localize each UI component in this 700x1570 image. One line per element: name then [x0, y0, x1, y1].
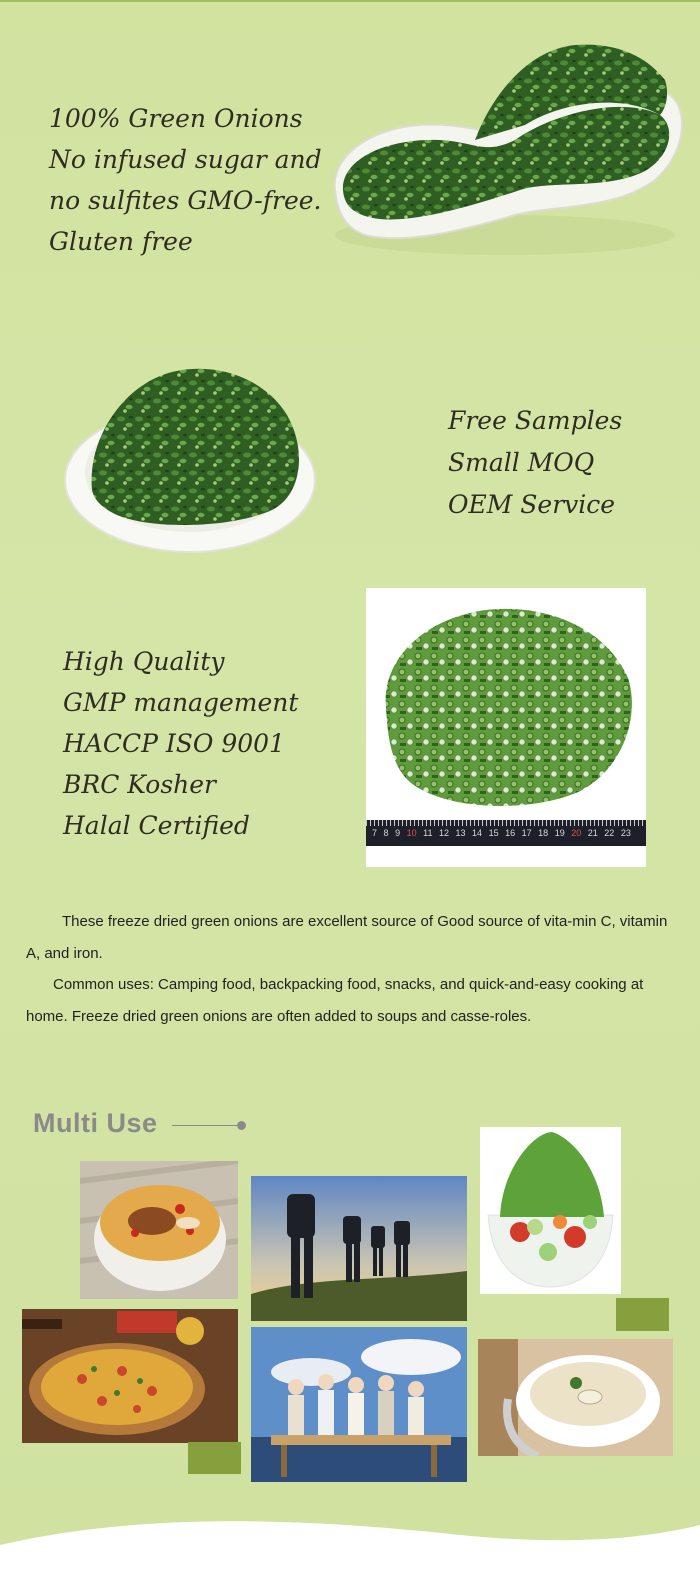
feature-line: High Quality [63, 647, 225, 676]
green-onions-bowl-image [62, 360, 318, 560]
outdoor-dinner-photo [251, 1327, 467, 1482]
feature-line: no sulfites GMO-free. [49, 186, 322, 215]
feature-line: Free Samples [448, 406, 623, 435]
hikers-photo [251, 1176, 467, 1321]
feature-line: No infused sugar and [49, 145, 322, 174]
product-description [26, 906, 674, 1032]
green-onions-spoon-dish-image [325, 40, 690, 262]
feature-line: Gluten free [49, 227, 193, 256]
pizza-photo [22, 1309, 238, 1443]
accent-square [188, 1442, 241, 1474]
feature-text-block-3 [63, 641, 298, 846]
feature-line: GMP management [63, 688, 299, 717]
heading-divider-dot [237, 1121, 246, 1130]
heading-divider-line [172, 1125, 238, 1126]
feature-text-block-1 [49, 98, 322, 262]
feature-line: BRC Kosher [63, 770, 217, 799]
top-border [0, 0, 700, 2]
mushroom-soup-photo [478, 1339, 673, 1456]
feature-line: 100% Green Onions [49, 104, 303, 133]
feature-line: Halal Certified [63, 811, 250, 840]
accent-square [616, 1298, 669, 1331]
bottom-wave-decoration [0, 1500, 700, 1570]
multi-use-heading: Multi Use [33, 1108, 158, 1138]
feature-line: OEM Service [448, 490, 616, 519]
salad-bowl-photo [480, 1127, 621, 1294]
ruler-numbers: 7 8 9 10 11 12 13 14 15 16 17 18 19 20 21 22 23 [372, 828, 631, 838]
description-paragraph-1: These freeze dried green onions are excellent source of Good source of vita-min C, vitamin A, and iron. [26, 913, 668, 962]
green-onions-ruler-photo [366, 588, 646, 867]
feature-text-block-2 [448, 400, 622, 526]
feature-line: Small MOQ [448, 448, 595, 477]
soup-pot-photo [80, 1161, 238, 1299]
feature-line: HACCP ISO 9001 [63, 729, 285, 758]
description-paragraph-2: Common uses: Camping food, backpacking food, snacks, and quick-and-easy cooking at home. Freeze dried green onions are often added to soups and casse-roles. [26, 976, 644, 1025]
ruler [366, 820, 646, 846]
